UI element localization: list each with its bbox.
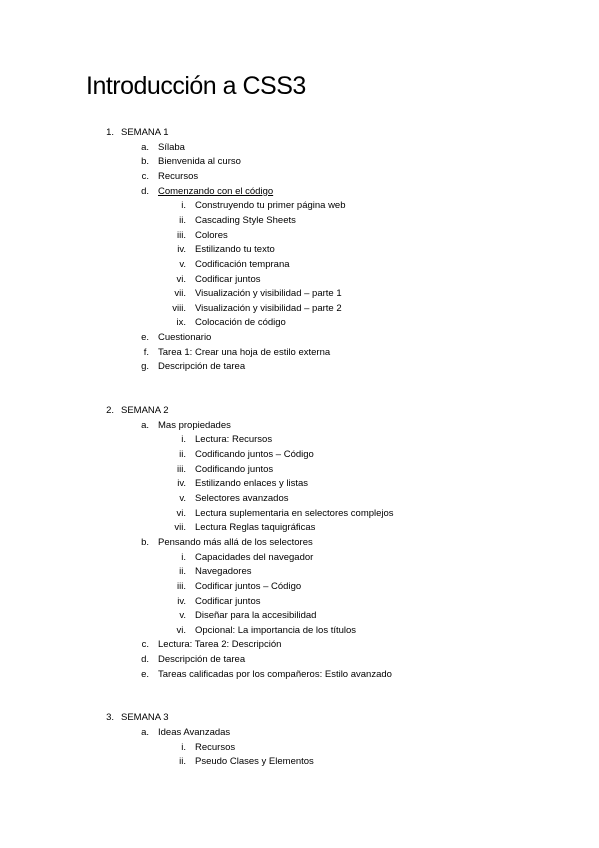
outline-text: Capacidades del navegador (195, 551, 314, 563)
outline-text: Bienvenida al curso (158, 156, 241, 168)
outline-text: Codificación temprana (195, 258, 290, 270)
outline-text: Lectura: Recursos (195, 434, 273, 446)
outline-marker: c. (141, 171, 149, 182)
outline-marker: ii. (179, 756, 186, 768)
outline-text: SEMANA 2 (121, 405, 169, 416)
outline-marker: b. (141, 536, 149, 548)
outline-marker: d. (141, 654, 149, 666)
outline-text: Visualización y visibilidad – parte 1 (195, 288, 342, 300)
outline-marker: b. (141, 156, 149, 168)
outline-text: SEMANA 3 (121, 712, 169, 724)
outline-text: Recursos (195, 741, 236, 753)
outline-text: Pensando más allá de los selectores (158, 536, 313, 548)
outline-text: Tareas calificadas por los compañeros: Estilo avanzado (158, 668, 392, 680)
outline-marker: c. (141, 639, 149, 651)
outline-marker: a. (141, 419, 149, 431)
outline-marker: a. (141, 727, 149, 738)
outline-text: Opcional: La importancia de los títulos (195, 624, 357, 636)
outline-marker: v. (179, 610, 186, 622)
outline-text: Lectura Reglas taquigráficas (195, 522, 316, 534)
outline-text: Codificar juntos – Código (195, 580, 302, 592)
outline-marker: iv. (177, 595, 186, 607)
outline-marker: 2. (106, 405, 114, 416)
outline-marker: i. (181, 434, 186, 446)
outline-marker: viii. (172, 302, 186, 314)
outline-marker: f. (143, 346, 149, 358)
outline-marker: v. (179, 258, 186, 270)
outline-text: Ideas Avanzadas (158, 727, 231, 738)
outline-marker: d. (141, 185, 149, 197)
outline-marker: i. (181, 741, 186, 753)
outline-marker: g. (141, 361, 149, 373)
outline-text: Lectura suplementaria en selectores complejos (195, 507, 394, 519)
outline-marker: i. (181, 200, 186, 212)
outline-text[interactable]: Comenzando con el código (158, 185, 274, 197)
outline-marker: iv. (177, 478, 186, 490)
outline-marker: 1. (106, 127, 114, 138)
outline-text: Pseudo Clases y Elementos (195, 756, 314, 768)
outline-marker: vii. (174, 288, 186, 300)
outline-marker: iii. (177, 463, 186, 475)
page-title: Introducción a CSS3 (86, 72, 306, 100)
outline-marker: iii. (177, 580, 186, 592)
outline-text: Lectura: Tarea 2: Descripción (158, 639, 282, 651)
outline-text: Construyendo tu primer página web (195, 200, 346, 212)
outline-marker: iv. (177, 244, 186, 256)
outline-text: Colocación de código (195, 317, 286, 329)
outline-marker: ii. (179, 214, 186, 226)
outline-text: Sílaba (158, 141, 185, 153)
outline-marker: 3. (106, 712, 114, 724)
outline-marker: i. (181, 551, 186, 563)
outline-marker: vi. (176, 624, 186, 636)
outline-text: Visualización y visibilidad – parte 2 (195, 302, 342, 314)
outline-marker: vi. (176, 507, 186, 519)
outline-text: Estilizando tu texto (195, 244, 275, 256)
outline-text: Tarea 1: Crear una hoja de estilo externa (158, 346, 331, 358)
outline-text: Cascading Style Sheets (195, 214, 296, 226)
outline-text: Descripción de tarea (158, 361, 246, 373)
outline-marker: e. (141, 668, 149, 680)
outline-text: Estilizando enlaces y listas (195, 478, 308, 490)
outline-text: Descripción de tarea (158, 654, 246, 666)
outline-text: Diseñar para la accesibilidad (195, 610, 317, 622)
outline-marker: iii. (177, 229, 186, 241)
outline-text: SEMANA 1 (121, 127, 169, 138)
outline-text: Codificando juntos (195, 463, 274, 475)
outline-text: Selectores avanzados (195, 492, 289, 504)
outline-text: Codificar juntos (195, 273, 261, 285)
outline-marker: v. (179, 492, 186, 504)
outline-marker: ii. (179, 566, 186, 578)
outline-marker: ii. (179, 449, 186, 460)
outline-marker: vii. (174, 522, 186, 534)
outline-text: Recursos (158, 171, 199, 182)
outline-text: Mas propiedades (158, 419, 231, 431)
outline-text: Colores (195, 229, 228, 241)
outline-text: Codificar juntos (195, 595, 261, 607)
outline-marker: vi. (176, 273, 186, 285)
outline-marker: a. (141, 141, 149, 153)
outline-text: Codificando juntos – Código (195, 449, 314, 460)
outline-text: Navegadores (195, 566, 252, 578)
outline-marker: e. (141, 332, 149, 344)
outline-marker: ix. (176, 317, 186, 329)
outline-text: Cuestionario (158, 332, 212, 344)
